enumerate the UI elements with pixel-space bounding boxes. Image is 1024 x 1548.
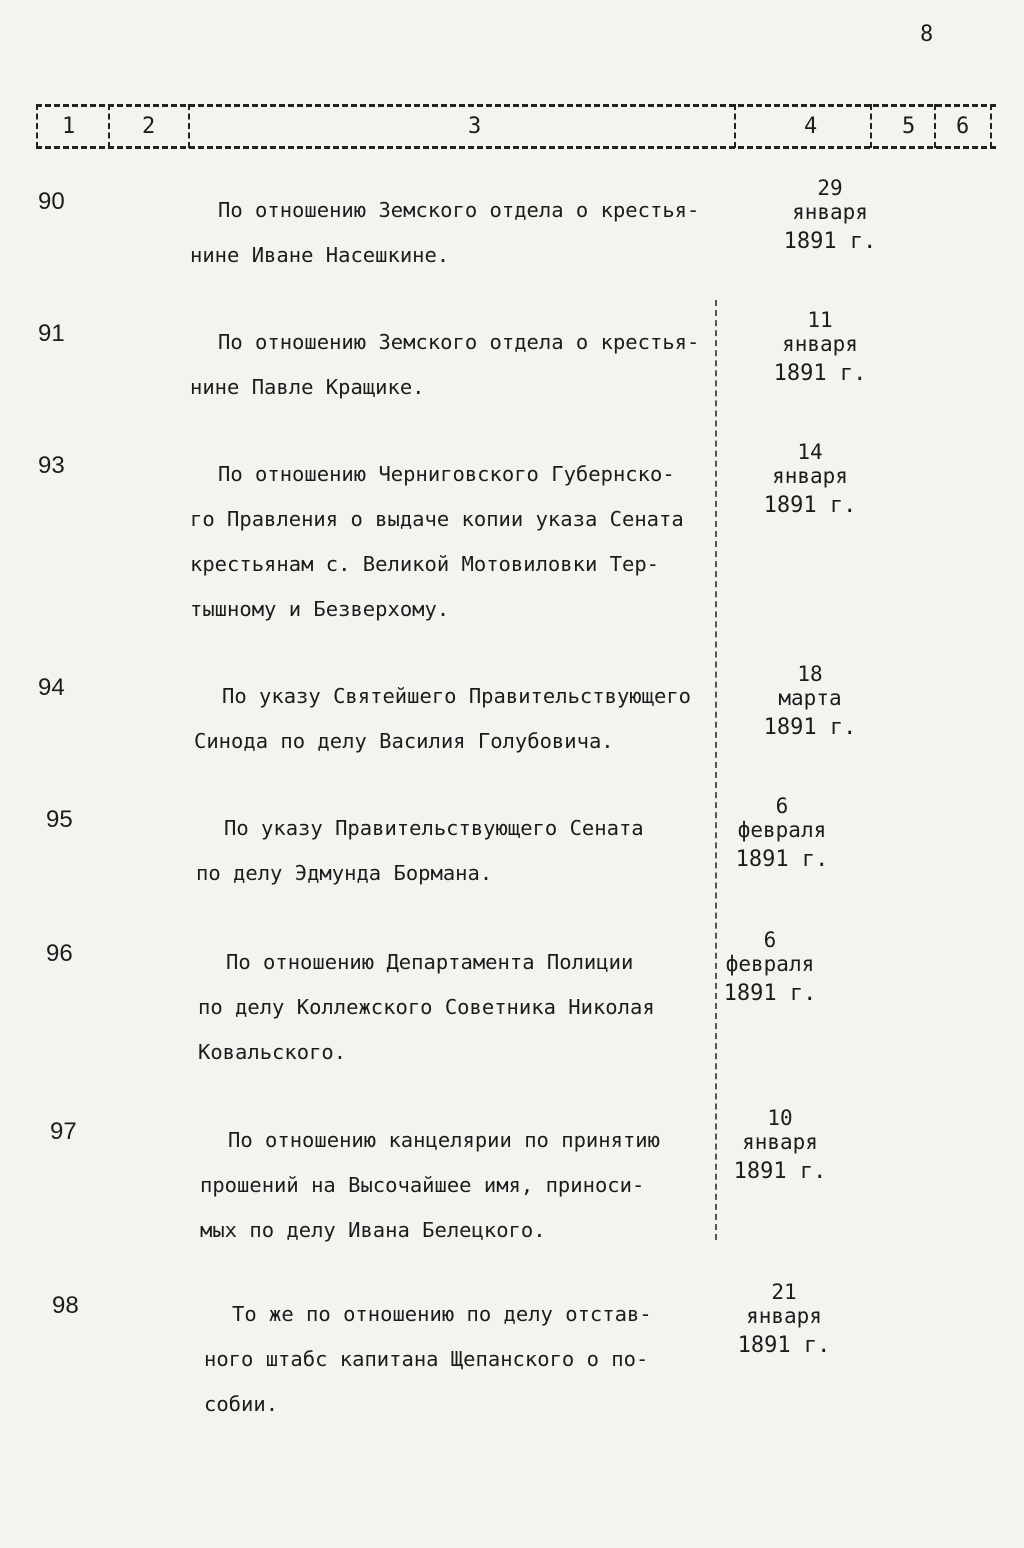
entry-number: 91 [38, 320, 65, 347]
entry-text: По отношению Земского отдела о крестья- нине Павле Кращике. [190, 330, 700, 399]
entry-date-year: 1891 г. [733, 1159, 827, 1184]
entry-date [710, 1106, 850, 1184]
entry-number: 98 [52, 1292, 79, 1319]
entry-date-year: 1891 г. [763, 493, 857, 518]
entry-date-month: января [742, 1130, 818, 1154]
entry-text: По указу Святейшего Правительствующего Синода по делу Василия Голубовича. [194, 684, 691, 753]
entry-date [740, 440, 880, 518]
entry-date-day: 29 [817, 176, 843, 200]
entry-number: 94 [38, 674, 65, 701]
entry-date-year: 1891 г. [735, 847, 829, 872]
entry-number: 97 [50, 1118, 77, 1145]
entry-text: То же по отношению по делу отстав- ного штабс капитана Щепанского о по- собии. [204, 1302, 652, 1416]
entry-text: По отношению Земского отдела о крестья- нине Иване Насешкине. [190, 198, 700, 267]
entry-date [700, 928, 840, 1006]
page-number: 8 [920, 22, 934, 47]
entry-date-day: 6 [775, 794, 789, 818]
header-col-3: 3 [468, 114, 482, 139]
header-separator [990, 104, 992, 148]
entry-date-month: января [782, 332, 858, 356]
header-separator [36, 104, 38, 148]
header-col-4: 4 [804, 114, 818, 139]
entry-date [740, 662, 880, 740]
header-bottom-rule [36, 146, 996, 149]
entry-date-day: 10 [767, 1106, 793, 1130]
entry-date-day: 6 [763, 928, 777, 952]
entry-date-month: января [772, 464, 848, 488]
header-separator [870, 104, 872, 148]
entry-date [750, 308, 890, 386]
entry-date-day: 14 [797, 440, 823, 464]
entry-text: По указу Правительствующего Сената по делу Эдмунда Бормана. [196, 816, 644, 885]
header-separator [108, 104, 110, 148]
entry-number: 95 [46, 806, 73, 833]
entry-date-year: 1891 г. [773, 361, 867, 386]
entry-date-month: марта [778, 686, 842, 710]
entry-date-month: января [792, 200, 868, 224]
entry-date-day: 18 [797, 662, 823, 686]
entry-date [712, 794, 852, 872]
header-col-6: 6 [956, 114, 970, 139]
header-top-rule [36, 104, 996, 107]
entry-date [714, 1280, 854, 1358]
header-separator [734, 104, 736, 148]
entry-date-day: 11 [807, 308, 833, 332]
entry-date-month: января [746, 1304, 822, 1328]
column-divider [715, 300, 717, 1240]
entry-date [760, 176, 900, 254]
entry-date-year: 1891 г. [763, 715, 857, 740]
entry-number: 96 [46, 940, 73, 967]
header-col-1: 1 [62, 114, 76, 139]
entry-date-month: февраля [725, 952, 815, 976]
entry-date-year: 1891 г. [723, 981, 817, 1006]
header-separator [934, 104, 936, 148]
header-col-2: 2 [142, 114, 156, 139]
entry-text: По отношению Департамента Полиции по делу Коллежского Советника Николая Ковальского. [198, 950, 655, 1064]
header-separator [188, 104, 190, 148]
entry-date-day: 21 [771, 1280, 797, 1304]
entry-text: По отношению канцелярии по принятию прошений на Высочайшее имя, приноси- мых по делу Ивана Белецкого. [200, 1128, 660, 1242]
table-header [36, 100, 996, 154]
entry-number: 90 [38, 188, 65, 215]
entry-date-year: 1891 г. [783, 229, 877, 254]
header-col-5: 5 [902, 114, 916, 139]
entry-text: По отношению Черниговского Губернско- го Правления о выдаче копии указа Сената крестьянам с. Великой Мотовиловки Тер- тышному и Безверхому. [190, 462, 684, 621]
entry-date-year: 1891 г. [737, 1333, 831, 1358]
entry-date-month: февраля [737, 818, 827, 842]
entry-number: 93 [38, 452, 65, 479]
